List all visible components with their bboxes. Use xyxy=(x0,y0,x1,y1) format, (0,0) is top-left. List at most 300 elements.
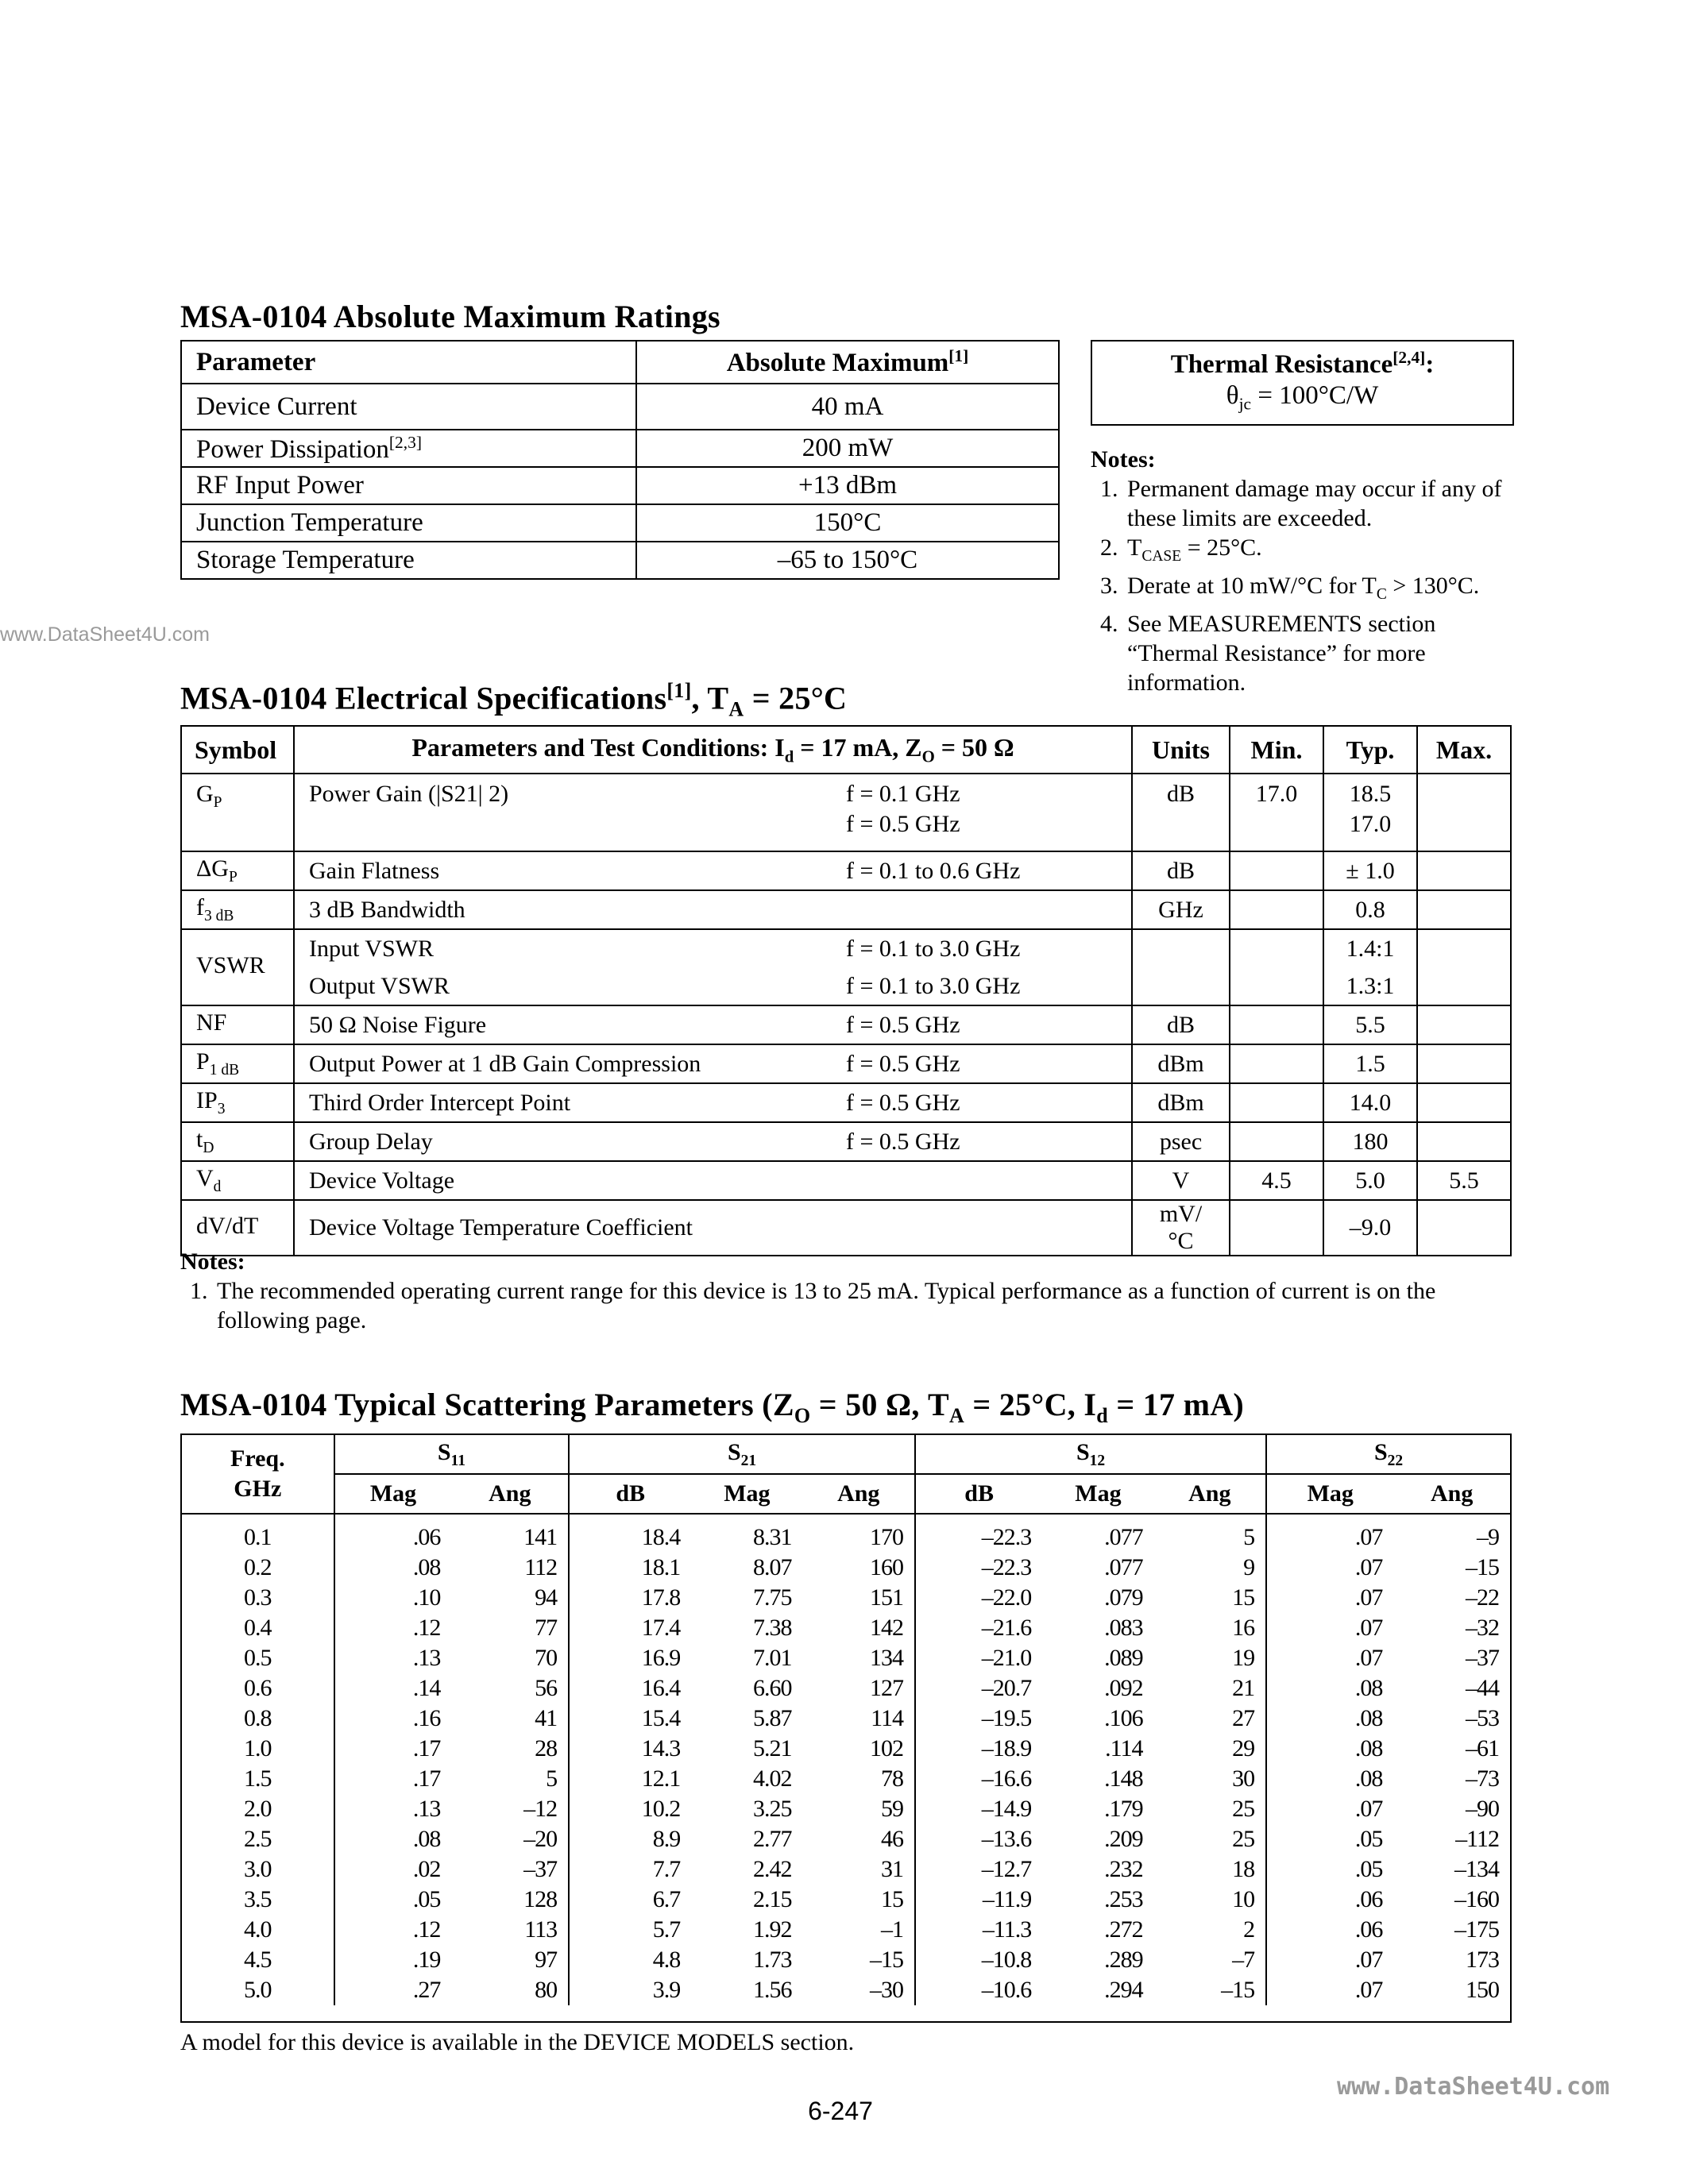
sp-value-cell: 170 xyxy=(870,1524,903,1550)
sp-value-cell: .07 xyxy=(1266,1794,1393,1824)
sp-row xyxy=(182,1824,1510,1854)
sp-value-cell: 7.75 xyxy=(752,1584,792,1611)
es-typ: 1.3:1 xyxy=(1323,967,1417,1005)
amr-value: +13 dBm xyxy=(636,467,1059,504)
sp-value-cell: –14.9 xyxy=(915,1794,1042,1824)
sp-value-cell: 3.9 xyxy=(569,1975,691,2005)
sp-value-cell: 160 xyxy=(870,1554,903,1580)
es-title: MSA-0104 Electrical Specifications[1], $T_A = 25^\circ C$ xyxy=(180,679,848,721)
sp-value-cell: 127 xyxy=(870,1675,903,1701)
es-param: Third Order Intercept Point xyxy=(294,1083,832,1122)
sp-value-cell: .289 xyxy=(1104,1947,1143,1973)
es-max xyxy=(1417,1083,1511,1122)
sp-value-cell: 78 xyxy=(881,1765,903,1792)
sp-freq-cell: 4.0 xyxy=(244,1916,272,1943)
sp-value-cell: 30 xyxy=(1232,1765,1255,1792)
es-typ: 0.8 xyxy=(1323,890,1417,929)
sp-row xyxy=(182,1975,1510,2005)
sp-value-cell: –11.3 xyxy=(915,1915,1042,1945)
sp-freq-cell: 1.5 xyxy=(244,1765,272,1792)
sp-title: MSA-0104 Typical Scattering Parameters ($Z_O = 50$ Ω, $T_A = 25^\circ C$, $I_d = 17$ mA) xyxy=(180,1387,1245,1427)
sp-value-cell: 6.7 xyxy=(569,1885,691,1915)
es-row xyxy=(181,1122,1511,1161)
es-row xyxy=(181,1161,1511,1200)
sp-value-cell: 7.7 xyxy=(569,1854,691,1885)
es-param: Output VSWR xyxy=(294,967,832,1005)
sp-head-s22: $S_{22}$ xyxy=(1266,1435,1510,1474)
sp-value-cell: 8.31 xyxy=(752,1524,792,1550)
sp-row xyxy=(182,1643,1510,1673)
es-param: Device Voltage xyxy=(294,1161,832,1200)
sp-value-cell: –175 xyxy=(1454,1916,1499,1943)
es-units: mV/°C xyxy=(1132,1200,1230,1256)
sp-value-cell: 16 xyxy=(1232,1615,1255,1641)
es-typ: 180 xyxy=(1323,1122,1417,1161)
es-max xyxy=(1417,929,1511,967)
sp-value-cell: –21.0 xyxy=(915,1643,1042,1673)
sp-value-cell: –44 xyxy=(1466,1675,1499,1701)
amr-param: Device Current xyxy=(181,384,636,430)
sp-value-cell: –61 xyxy=(1466,1735,1499,1761)
sp-value-cell: –18.9 xyxy=(915,1734,1042,1764)
amr-note-2: 2. $T_{CASE} = 25^\circ C$. xyxy=(1124,533,1520,571)
sp-subhead-cell: Ang xyxy=(1188,1480,1231,1507)
sp-value-cell: 94 xyxy=(535,1584,558,1611)
sp-row xyxy=(182,1673,1510,1704)
es-units: dB xyxy=(1132,1005,1230,1044)
sp-value-cell: –53 xyxy=(1466,1705,1499,1731)
sp-value-cell: –12.7 xyxy=(915,1854,1042,1885)
sp-value-cell: 2 xyxy=(1243,1916,1255,1943)
es-max xyxy=(1417,967,1511,1005)
es-symbol: dV/dT xyxy=(181,1200,294,1256)
sp-value-cell: .27 xyxy=(334,1975,452,2005)
es-symbol: $IP_3$ xyxy=(181,1083,294,1122)
sp-freq-cell: 3.5 xyxy=(244,1886,272,1912)
sp-value-cell: 21 xyxy=(1232,1675,1255,1701)
es-units xyxy=(1132,967,1230,1005)
sp-value-cell: –12 xyxy=(523,1796,558,1822)
amr-value: 150°C xyxy=(636,504,1059,542)
sp-value-cell: 10.2 xyxy=(569,1794,691,1824)
sp-value-cell: 25 xyxy=(1232,1796,1255,1822)
es-param: Group Delay xyxy=(294,1122,832,1161)
sp-head-s21: $S_{21}$ xyxy=(569,1435,915,1474)
sp-value-cell: 9 xyxy=(1243,1554,1255,1580)
sp-freq-cell: 4.5 xyxy=(244,1947,272,1973)
amr-param: RF Input Power xyxy=(181,467,636,504)
es-symbol: NF xyxy=(181,1005,294,1044)
es-head-max: Max. xyxy=(1417,726,1511,774)
es-cond: f = 0.1 to 3.0 GHz xyxy=(832,967,1132,1005)
es-symbol: $t_D$ xyxy=(181,1122,294,1161)
watermark-left: www.DataSheet4U.com xyxy=(0,623,211,646)
es-cond: f = 0.1 to 3.0 GHz xyxy=(832,929,1132,967)
es-min xyxy=(1230,1044,1323,1083)
es-row xyxy=(181,929,1511,967)
es-head-min: Min. xyxy=(1230,726,1323,774)
sp-value-cell: 1.92 xyxy=(752,1916,792,1943)
es-symbol: VSWR xyxy=(181,929,294,1005)
sp-value-cell: 10 xyxy=(1232,1886,1255,1912)
sp-value-cell: 150 xyxy=(1466,1977,1499,2003)
sp-value-cell: 114 xyxy=(871,1705,903,1731)
sp-value-cell: .089 xyxy=(1104,1645,1143,1671)
es-row xyxy=(181,967,1511,1005)
es-row xyxy=(181,1083,1511,1122)
sp-value-cell: –20 xyxy=(523,1826,558,1852)
sp-value-cell: –22.0 xyxy=(915,1583,1042,1613)
sp-value-cell: –112 xyxy=(1455,1826,1499,1852)
amr-row xyxy=(181,384,1059,430)
es-max xyxy=(1417,1122,1511,1161)
sp-value-cell: .06 xyxy=(1266,1885,1393,1915)
sp-value-cell: –73 xyxy=(1466,1765,1499,1792)
es-head-symbol: Symbol xyxy=(181,726,294,774)
sp-value-cell: 1.73 xyxy=(752,1947,792,1973)
amr-row xyxy=(181,467,1059,504)
sp-value-cell: 2.42 xyxy=(752,1856,792,1882)
sp-value-cell: 3.25 xyxy=(752,1796,792,1822)
sp-value-cell: .079 xyxy=(1104,1584,1143,1611)
sp-value-cell: .08 xyxy=(1266,1704,1393,1734)
sp-row xyxy=(182,1794,1510,1824)
sp-value-cell: 151 xyxy=(870,1584,903,1611)
sp-freq-cell: 0.8 xyxy=(244,1705,272,1731)
sp-value-cell: –134 xyxy=(1454,1856,1499,1882)
amr-table xyxy=(180,340,1060,580)
sp-subhead-cell: Ang xyxy=(837,1480,880,1507)
amr-note-1: 1. Permanent damage may occur if any of these limits are exceeded. xyxy=(1124,474,1520,533)
sp-value-cell: –15 xyxy=(1221,1977,1255,2003)
es-row xyxy=(181,851,1511,890)
sp-value-cell: –9 xyxy=(1477,1524,1499,1550)
sp-row xyxy=(182,1734,1510,1764)
thermal-resistance-box xyxy=(1091,340,1514,426)
amr-notes-heading: Notes: xyxy=(1091,446,1156,473)
es-symbol: $P_{1 dB}$ xyxy=(181,1044,294,1083)
amr-value: 200 mW xyxy=(636,430,1059,467)
sp-value-cell: .06 xyxy=(334,1514,452,1553)
sp-subhead-cell: Mag xyxy=(1266,1474,1393,1514)
es-units xyxy=(1132,929,1230,967)
es-note-1: 1. The recommended operating current range for this device is 13 to 25 mA. Typical performance as a function of current is on the following page. xyxy=(214,1276,1523,1335)
sp-value-cell: 2.15 xyxy=(752,1886,792,1912)
sp-value-cell: 16.9 xyxy=(569,1643,691,1673)
es-row xyxy=(181,1005,1511,1044)
es-typ: 5.0 xyxy=(1323,1161,1417,1200)
amr-param: Power Dissipation[2,3] xyxy=(181,430,636,467)
sp-freq-cell: 0.1 xyxy=(244,1524,272,1550)
es-cond: f = 0.5 GHz xyxy=(832,1044,1132,1083)
es-units: V xyxy=(1132,1161,1230,1200)
es-row xyxy=(181,1044,1511,1083)
sp-freq-cell: 5.0 xyxy=(244,1977,272,2003)
amr-value: –65 to 150°C xyxy=(636,542,1059,579)
sp-head-s12: $S_{12}$ xyxy=(915,1435,1266,1474)
sp-value-cell: 7.38 xyxy=(752,1615,792,1641)
es-typ: ± 1.0 xyxy=(1323,851,1417,890)
sp-value-cell: 77 xyxy=(535,1615,558,1641)
sp-row xyxy=(182,1553,1510,1583)
sp-value-cell: .232 xyxy=(1104,1856,1143,1882)
sp-value-cell: –21.6 xyxy=(915,1613,1042,1643)
sp-value-cell: –32 xyxy=(1466,1615,1499,1641)
sp-value-cell: .08 xyxy=(1266,1764,1393,1794)
sp-row xyxy=(182,1764,1510,1794)
sp-value-cell: .209 xyxy=(1104,1826,1143,1852)
sp-value-cell: .08 xyxy=(334,1824,452,1854)
sp-value-cell: 17.4 xyxy=(569,1613,691,1643)
es-units: dB xyxy=(1132,851,1230,890)
sp-value-cell: 2.77 xyxy=(752,1826,792,1852)
es-table xyxy=(180,725,1512,1256)
sp-value-cell: 5.7 xyxy=(569,1915,691,1945)
es-min xyxy=(1230,1083,1323,1122)
es-param: 3 dB Bandwidth xyxy=(294,890,832,929)
sp-value-cell: .10 xyxy=(334,1583,452,1613)
amr-row xyxy=(181,542,1059,579)
sp-value-cell: .17 xyxy=(334,1734,452,1764)
sp-value-cell: .294 xyxy=(1104,1977,1143,2003)
sp-value-cell: 18.1 xyxy=(569,1553,691,1583)
es-units: dBm xyxy=(1132,1083,1230,1122)
es-min: 4.5 xyxy=(1230,1161,1323,1200)
sp-freq-cell: 0.4 xyxy=(244,1615,272,1641)
sp-value-cell: 15 xyxy=(1232,1584,1255,1611)
sp-value-cell: 8.07 xyxy=(752,1554,792,1580)
es-typ: 5.5 xyxy=(1323,1005,1417,1044)
sp-value-cell: –7 xyxy=(1232,1947,1255,1973)
es-param: Input VSWR xyxy=(294,929,832,967)
amr-notes xyxy=(1091,445,1520,697)
es-param: Power Gain (|S21| 2) xyxy=(294,774,832,851)
sp-value-cell: –90 xyxy=(1466,1796,1499,1822)
sp-value-cell: .08 xyxy=(1266,1734,1393,1764)
es-symbol: $f_{3 dB}$ xyxy=(181,890,294,929)
sp-freq-cell: 0.3 xyxy=(244,1584,272,1611)
sp-value-cell: –160 xyxy=(1454,1886,1499,1912)
sp-value-cell: .19 xyxy=(334,1945,452,1975)
sp-head-s11: $S_{11}$ xyxy=(334,1435,570,1474)
sp-value-cell: .092 xyxy=(1104,1675,1143,1701)
amr-title: MSA-0104 Absolute Maximum Ratings xyxy=(180,299,720,334)
sp-value-cell: 31 xyxy=(881,1856,903,1882)
sp-value-cell: .07 xyxy=(1266,1643,1393,1673)
sp-table xyxy=(182,1435,1510,2005)
sp-frame xyxy=(180,1433,1512,2023)
sp-value-cell: .07 xyxy=(1266,1583,1393,1613)
sp-value-cell: 134 xyxy=(870,1645,903,1671)
amr-value: 40 mA xyxy=(636,384,1059,430)
sp-value-cell: 41 xyxy=(535,1705,558,1731)
sp-freq-cell: 0.2 xyxy=(244,1554,272,1580)
sp-freq-cell: 0.6 xyxy=(244,1675,272,1701)
sp-freq-cell: 0.5 xyxy=(244,1645,272,1671)
sp-freq-cell: 2.0 xyxy=(244,1796,272,1822)
sp-value-cell: .083 xyxy=(1104,1615,1143,1641)
amr-row xyxy=(181,504,1059,542)
es-min xyxy=(1230,1005,1323,1044)
sp-subhead-cell: dB xyxy=(569,1474,691,1514)
es-param: Gain Flatness xyxy=(294,851,832,890)
sp-value-cell: 17.8 xyxy=(569,1583,691,1613)
sp-value-cell: –15 xyxy=(1466,1554,1499,1580)
es-param: Output Power at 1 dB Gain Compression xyxy=(294,1044,832,1083)
es-symbol: $\Delta G_P$ xyxy=(181,851,294,890)
sp-value-cell: –30 xyxy=(870,1977,903,2003)
sp-row xyxy=(182,1583,1510,1613)
es-max xyxy=(1417,774,1511,851)
es-row xyxy=(181,774,1511,851)
sp-value-cell: 18.4 xyxy=(569,1514,691,1553)
amr-row xyxy=(181,430,1059,467)
sp-value-cell: 80 xyxy=(535,1977,558,2003)
sp-value-cell: –15 xyxy=(870,1947,903,1973)
sp-value-cell: .179 xyxy=(1104,1796,1143,1822)
sp-value-cell: .16 xyxy=(334,1704,452,1734)
sp-value-cell: 18 xyxy=(1232,1856,1255,1882)
sp-value-cell: –19.5 xyxy=(915,1704,1042,1734)
sp-subhead-cell: Mag xyxy=(1075,1480,1122,1507)
es-cond: f = 0.1 to 0.6 GHz xyxy=(832,851,1132,890)
sp-value-cell: 128 xyxy=(523,1886,558,1912)
es-units: psec xyxy=(1132,1122,1230,1161)
es-cond: f = 0.5 GHz xyxy=(832,1083,1132,1122)
sp-value-cell: –22.3 xyxy=(915,1514,1042,1553)
es-min xyxy=(1230,890,1323,929)
sp-value-cell: –22.3 xyxy=(915,1553,1042,1583)
es-cond: f = 0.5 GHz xyxy=(832,1122,1132,1161)
sp-subhead-cell: dB xyxy=(915,1474,1042,1514)
sp-value-cell: 15.4 xyxy=(569,1704,691,1734)
sp-value-cell: 15 xyxy=(881,1886,903,1912)
sp-value-cell: .07 xyxy=(1266,1975,1393,2005)
sp-value-cell: –20.7 xyxy=(915,1673,1042,1704)
sp-row xyxy=(182,1885,1510,1915)
es-cond xyxy=(832,890,1132,929)
sp-value-cell: –10.6 xyxy=(915,1975,1042,2005)
es-head-params: Parameters and Test Conditions: $I_d = 17$ mA, $Z_O = 50$ Ω xyxy=(294,726,1132,774)
sp-row xyxy=(182,1613,1510,1643)
es-max: 5.5 xyxy=(1417,1161,1511,1200)
es-param: 50 Ω Noise Figure xyxy=(294,1005,832,1044)
sp-value-cell: .06 xyxy=(1266,1915,1393,1945)
es-cond: f = 0.1 GHz f = 0.5 GHz xyxy=(832,774,1132,851)
sp-value-cell: 4.8 xyxy=(569,1945,691,1975)
sp-freq-cell: 1.0 xyxy=(244,1735,272,1761)
sp-value-cell: .05 xyxy=(334,1885,452,1915)
sp-value-cell: –11.9 xyxy=(915,1885,1042,1915)
sp-value-cell: 102 xyxy=(870,1735,903,1761)
sp-value-cell: .08 xyxy=(334,1553,452,1583)
es-head-units: Units xyxy=(1132,726,1230,774)
watermark-right: www.DataSheet4U.com xyxy=(1337,2073,1610,2101)
amr-param: Storage Temperature xyxy=(181,542,636,579)
sp-value-cell: –13.6 xyxy=(915,1824,1042,1854)
sp-value-cell: .106 xyxy=(1104,1705,1143,1731)
sp-value-cell: 113 xyxy=(524,1916,558,1943)
page-number: 6-247 xyxy=(808,2097,873,2125)
sp-head-freq: Freq. GHz xyxy=(182,1435,334,1514)
sp-row xyxy=(182,1915,1510,1945)
sp-value-cell: .13 xyxy=(334,1794,452,1824)
sp-value-cell: .17 xyxy=(334,1764,452,1794)
amr-note-4: 4. See MEASUREMENTS section “Thermal Resistance” for more information. xyxy=(1124,609,1520,697)
es-typ: –9.0 xyxy=(1323,1200,1417,1256)
amr-param: Junction Temperature xyxy=(181,504,636,542)
sp-value-cell: 4.02 xyxy=(752,1765,792,1792)
sp-value-cell: 5.21 xyxy=(752,1735,792,1761)
es-max xyxy=(1417,851,1511,890)
sp-value-cell: 7.01 xyxy=(752,1645,792,1671)
sp-value-cell: 29 xyxy=(1232,1735,1255,1761)
es-typ: 1.4:1 xyxy=(1323,929,1417,967)
es-notes xyxy=(180,1247,1523,1335)
thermal-title: Thermal Resistance[2,4]: xyxy=(1170,348,1435,379)
es-max xyxy=(1417,1005,1511,1044)
sp-value-cell: .12 xyxy=(334,1915,452,1945)
sp-value-cell: .272 xyxy=(1104,1916,1143,1943)
sp-value-cell: 5 xyxy=(1243,1524,1255,1550)
sp-value-cell: –1 xyxy=(881,1916,903,1943)
sp-footer: A model for this device is available in the DEVICE MODELS section. xyxy=(180,2029,855,2055)
es-min xyxy=(1230,929,1323,967)
sp-value-cell: 5 xyxy=(546,1765,558,1792)
sp-value-cell: .07 xyxy=(1266,1514,1393,1553)
sp-subhead-cell: Ang xyxy=(1431,1480,1474,1507)
sp-value-cell: 173 xyxy=(1466,1947,1499,1973)
es-units: dB xyxy=(1132,774,1230,851)
sp-value-cell: .13 xyxy=(334,1643,452,1673)
sp-row xyxy=(182,1945,1510,1975)
es-typ: 14.0 xyxy=(1323,1083,1417,1122)
sp-value-cell: .05 xyxy=(1266,1824,1393,1854)
sp-value-cell: –10.8 xyxy=(915,1945,1042,1975)
sp-row xyxy=(182,1704,1510,1734)
es-min: 17.0 xyxy=(1230,774,1323,851)
sp-value-cell: 5.87 xyxy=(752,1705,792,1731)
thermal-value: $\theta_{jc} = 100^\circ C/W$ xyxy=(1226,381,1379,414)
sp-value-cell: .114 xyxy=(1105,1735,1143,1761)
es-max xyxy=(1417,890,1511,929)
es-max xyxy=(1417,1044,1511,1083)
sp-value-cell: 142 xyxy=(870,1615,903,1641)
sp-row xyxy=(182,1514,1510,1553)
sp-value-cell: 70 xyxy=(535,1645,558,1671)
sp-value-cell: .02 xyxy=(334,1854,452,1885)
es-head-typ: Typ. xyxy=(1323,726,1417,774)
sp-value-cell: 8.9 xyxy=(569,1824,691,1854)
es-row xyxy=(181,890,1511,929)
sp-value-cell: 112 xyxy=(524,1554,558,1580)
sp-subhead-cell: Ang xyxy=(489,1480,531,1507)
sp-value-cell: 141 xyxy=(523,1524,558,1550)
sp-value-cell: .077 xyxy=(1104,1524,1143,1550)
sp-value-cell: –37 xyxy=(1466,1645,1499,1671)
sp-value-cell: –22 xyxy=(1466,1584,1499,1611)
sp-value-cell: 14.3 xyxy=(569,1734,691,1764)
es-cond: f = 0.5 GHz xyxy=(832,1005,1132,1044)
sp-row xyxy=(182,1854,1510,1885)
sp-freq-cell: 3.0 xyxy=(244,1856,272,1882)
sp-value-cell: 12.1 xyxy=(569,1764,691,1794)
sp-subhead-cell: Mag xyxy=(334,1474,452,1514)
sp-value-cell: 1.56 xyxy=(752,1977,792,2003)
es-typ: 18.5 17.0 xyxy=(1323,774,1417,851)
sp-value-cell: .08 xyxy=(1266,1673,1393,1704)
sp-value-cell: –16.6 xyxy=(915,1764,1042,1794)
